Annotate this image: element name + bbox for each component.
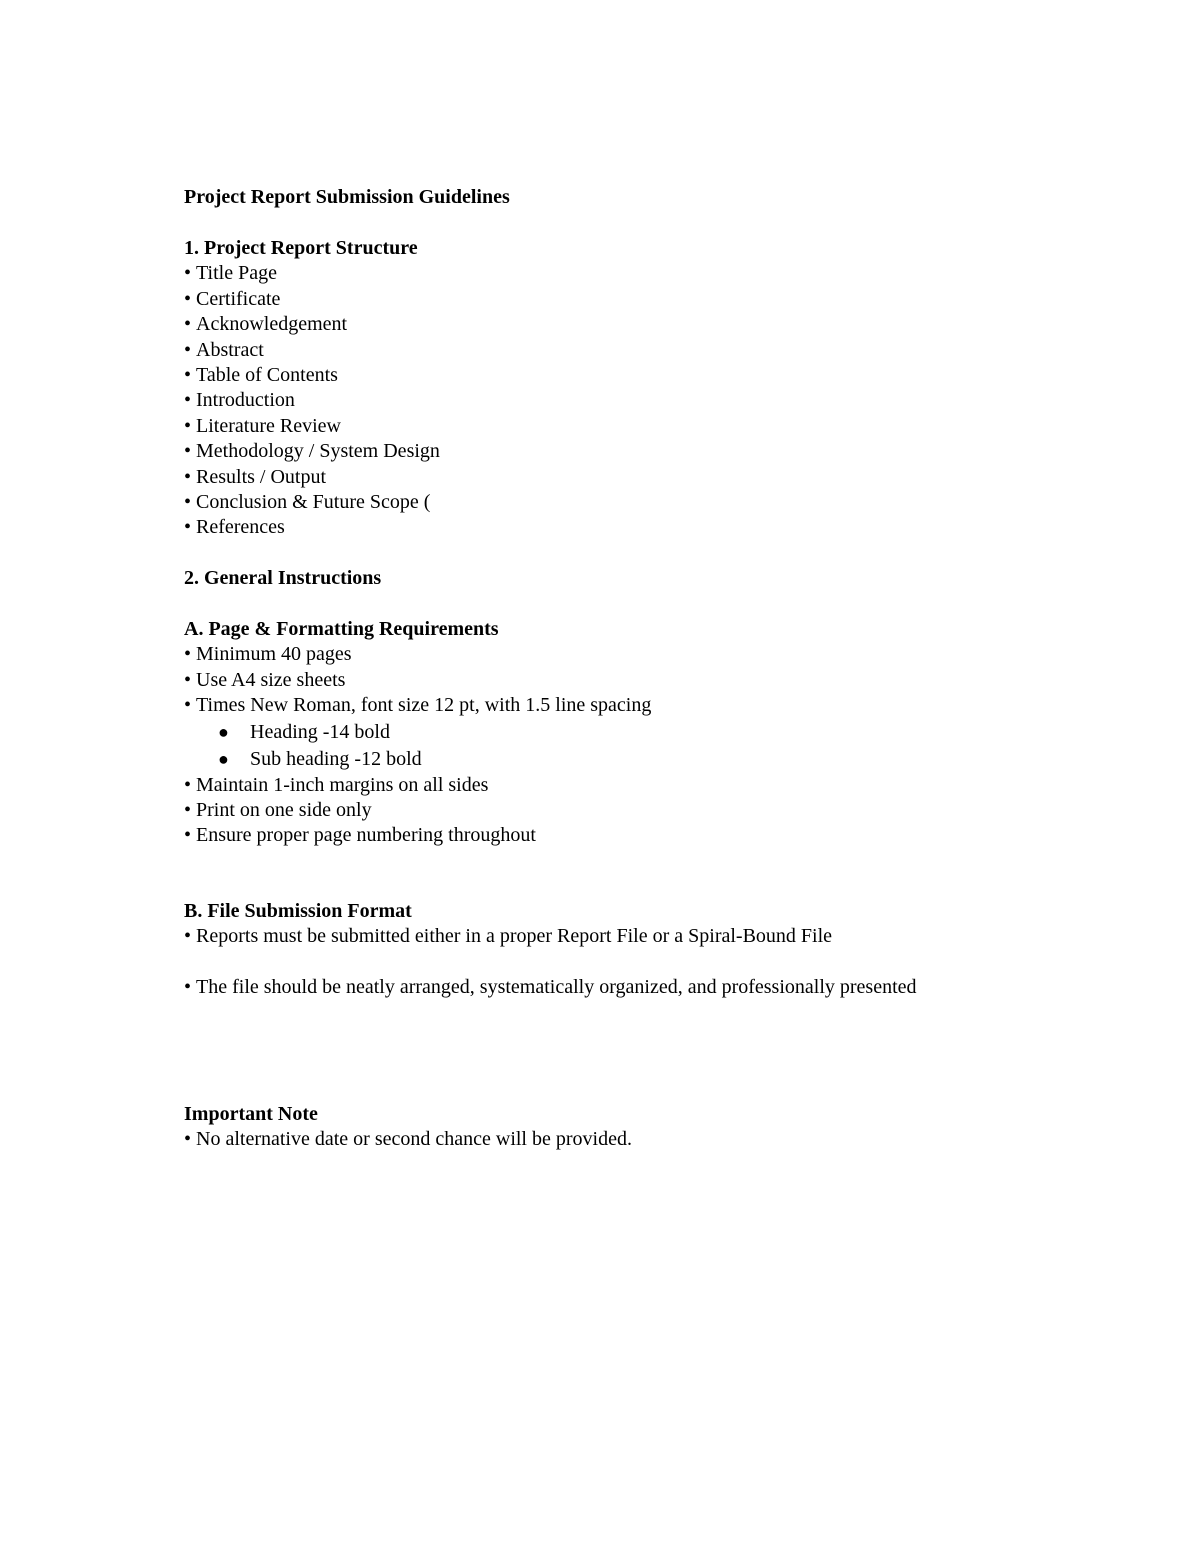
blank-line (184, 950, 1084, 975)
list-item: • Literature Review (184, 414, 1084, 439)
bullet-dot-icon: ● (218, 721, 229, 742)
section-file-submission (184, 899, 1084, 1001)
list-item: • Conclusion & Future Scope ( (184, 490, 1084, 515)
list-item: • Ensure proper page numbering throughout (184, 823, 1084, 848)
list-item: • The file should be neatly arranged, systematically organized, and professionally presented (184, 975, 1084, 1000)
list-item: • Minimum 40 pages (184, 642, 1084, 667)
list-item: • Times New Roman, font size 12 pt, with 1.5 line spacing (184, 693, 1084, 718)
sub-list-item-text: Heading -14 bold (250, 720, 390, 743)
list-item: • Methodology / System Design (184, 439, 1084, 464)
sub-list-item (184, 746, 1084, 773)
section-report-structure (184, 236, 1084, 541)
list-item: • Table of Contents (184, 363, 1084, 388)
section-important-note (184, 1102, 1084, 1153)
list-item: • Introduction (184, 388, 1084, 413)
list-item: • Maintain 1-inch margins on all sides (184, 773, 1084, 798)
list-item: • Reports must be submitted either in a proper Report File or a Spiral-Bound File (184, 924, 1084, 949)
list-item: • Acknowledgement (184, 312, 1084, 337)
subsection-heading: B. File Submission Format (184, 900, 412, 922)
list-item: • Results / Output (184, 465, 1084, 490)
list-item: • No alternative date or second chance will be provided. (184, 1127, 1084, 1152)
list-item: • Certificate (184, 287, 1084, 312)
section-heading: 2. General Instructions (184, 567, 382, 589)
list-item: • Abstract (184, 338, 1084, 363)
section-general-instructions (184, 566, 1084, 591)
section-heading: 1. Project Report Structure (184, 237, 418, 259)
sub-list-item-text: Sub heading -12 bold (250, 747, 422, 770)
bullet-dot-icon: ● (218, 748, 229, 769)
list-item: • Title Page (184, 261, 1084, 286)
list-item: • References (184, 515, 1084, 540)
section-page-formatting (184, 617, 1084, 849)
note-heading: Important Note (184, 1103, 318, 1125)
sub-list-item (184, 719, 1084, 746)
document-title: Project Report Submission Guidelines (184, 186, 510, 208)
list-item: • Print on one side only (184, 798, 1084, 823)
title-block (184, 185, 1084, 210)
subsection-heading: A. Page & Formatting Requirements (184, 618, 499, 640)
list-item: • Use A4 size sheets (184, 668, 1084, 693)
